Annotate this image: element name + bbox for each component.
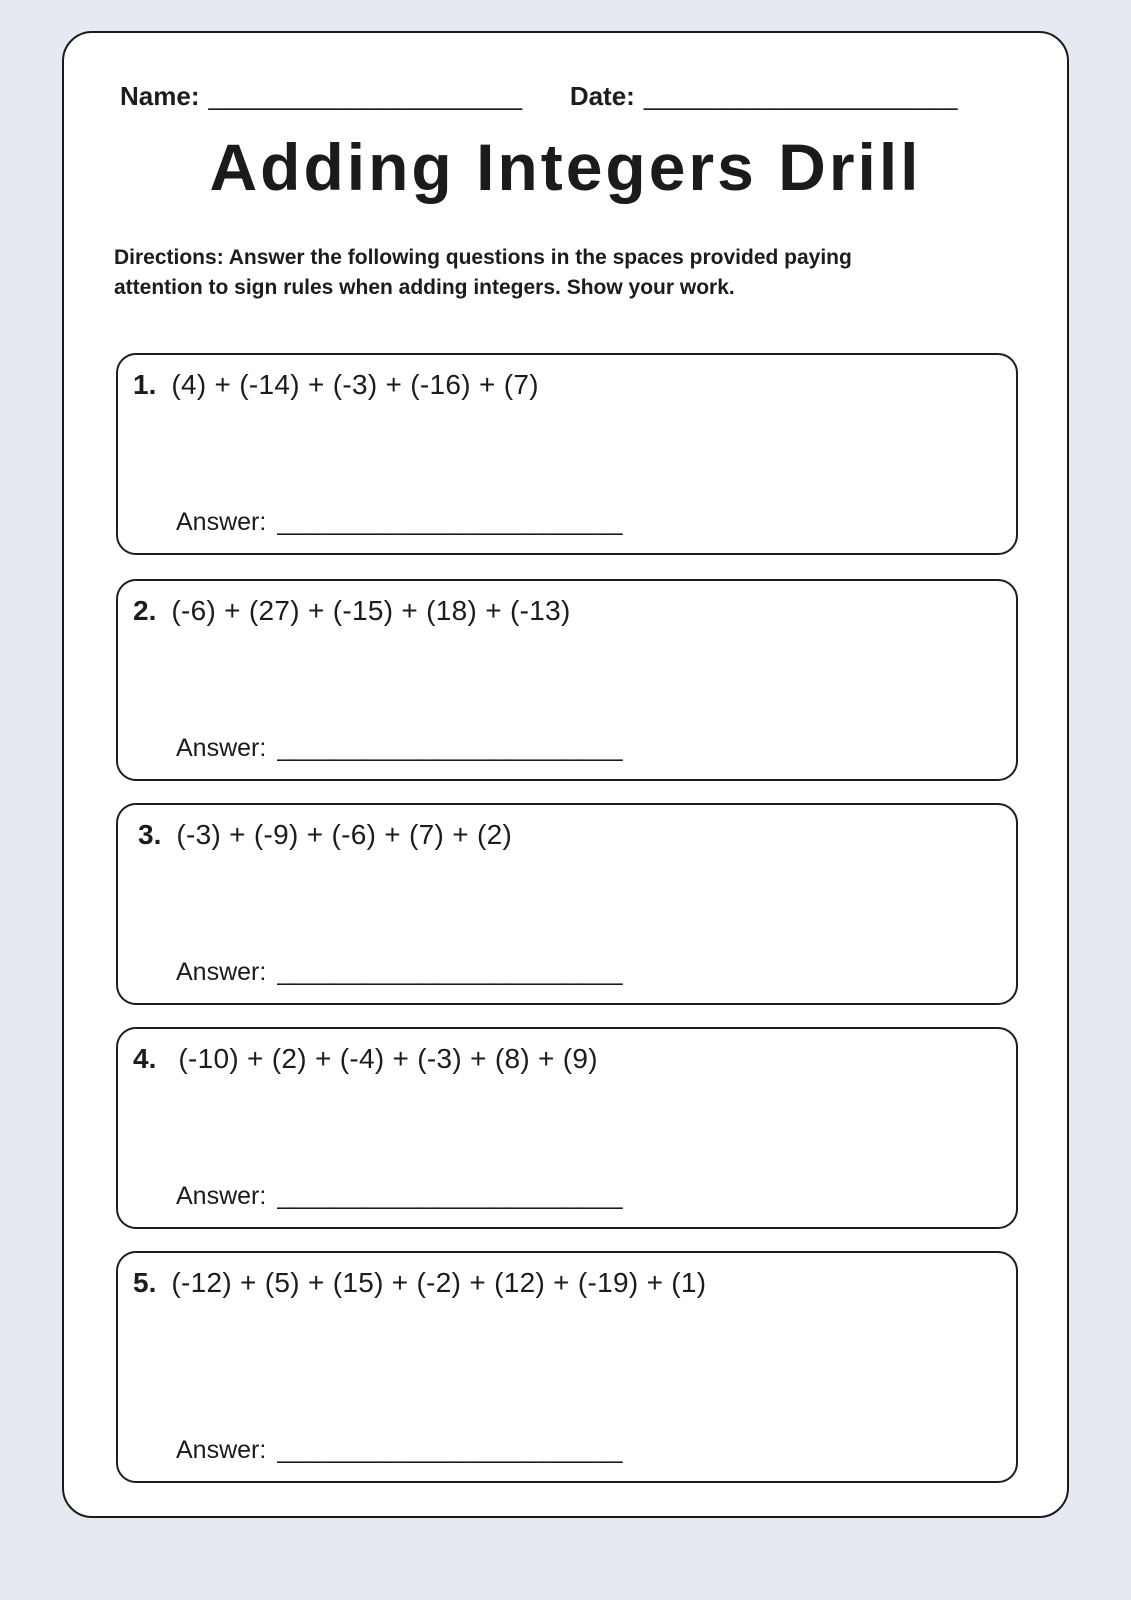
date-blank-line[interactable]: _____________________ xyxy=(643,81,958,111)
answer-blank-line[interactable]: ________________________ xyxy=(277,1182,624,1210)
date-label: Date: xyxy=(569,81,635,111)
problem-expression: (-3) + (-9) + (-6) + (7) + (2) xyxy=(176,819,513,850)
directions-line-2: attention to sign rules when adding integers. Show your work. xyxy=(114,276,735,299)
problem-statement xyxy=(118,355,1016,401)
answer-label: Answer: xyxy=(176,734,267,762)
problem-number: 1. xyxy=(133,369,157,400)
answer-blank-line[interactable]: ________________________ xyxy=(277,734,624,762)
answer-row xyxy=(176,734,623,763)
problem-statement xyxy=(118,581,1016,627)
problem-statement xyxy=(118,1253,1016,1299)
answer-label: Answer: xyxy=(176,1182,267,1210)
date-field xyxy=(570,81,958,112)
answer-label: Answer: xyxy=(176,958,267,986)
answer-row xyxy=(176,958,623,987)
problem-number: 5. xyxy=(133,1267,157,1298)
worksheet-title: Adding Integers Drill xyxy=(209,130,922,204)
name-field xyxy=(120,81,523,112)
header-row xyxy=(120,81,958,112)
answer-blank-line[interactable]: ________________________ xyxy=(277,508,624,536)
name-blank-line[interactable]: _____________________ xyxy=(208,81,523,111)
problem-statement xyxy=(118,1029,1016,1075)
answer-label: Answer: xyxy=(176,508,267,536)
problem-expression: (4) + (-14) + (-3) + (-16) + (7) xyxy=(171,369,539,400)
problem-statement xyxy=(118,805,1016,851)
answer-label: Answer: xyxy=(176,1436,267,1464)
answer-row xyxy=(176,508,623,537)
directions-line-1: Directions: Answer the following questions in the spaces provided paying xyxy=(114,246,852,269)
problem-box-3 xyxy=(116,803,1018,1005)
name-label: Name: xyxy=(120,81,200,111)
problem-box-2 xyxy=(116,579,1018,781)
directions-text xyxy=(114,243,852,303)
answer-blank-line[interactable]: ________________________ xyxy=(277,958,624,986)
answer-row xyxy=(176,1182,623,1211)
problem-box-1 xyxy=(116,353,1018,555)
answer-blank-line[interactable]: ________________________ xyxy=(277,1436,624,1464)
problem-number: 3. xyxy=(138,819,162,850)
worksheet-page xyxy=(62,31,1069,1518)
problem-expression: (-6) + (27) + (-15) + (18) + (-13) xyxy=(171,595,571,626)
problem-expression: (-12) + (5) + (15) + (-2) + (12) + (-19) + (1) xyxy=(171,1267,707,1298)
problem-number: 2. xyxy=(133,595,157,626)
problem-number: 4. xyxy=(133,1043,157,1074)
problem-box-4 xyxy=(116,1027,1018,1229)
problem-expression: (-10) + (2) + (-4) + (-3) + (8) + (9) xyxy=(178,1043,598,1074)
problem-box-5 xyxy=(116,1251,1018,1483)
answer-row xyxy=(176,1436,623,1465)
